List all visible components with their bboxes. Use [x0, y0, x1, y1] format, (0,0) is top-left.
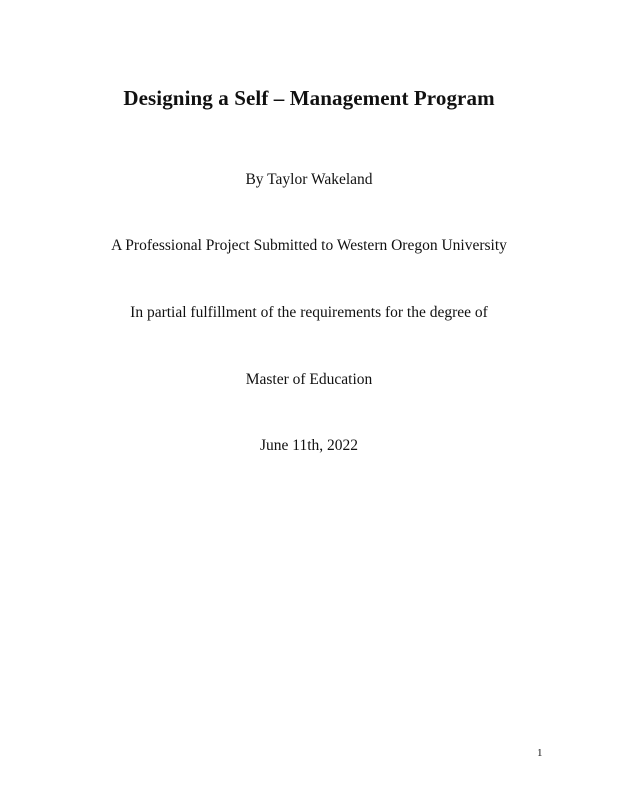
submission-statement: A Professional Project Submitted to Western Oregon University: [111, 237, 507, 254]
submission-date: June 11th, 2022: [259, 437, 359, 454]
degree-name: Master of Education: [245, 371, 373, 388]
document-title: Designing a Self – Management Program: [123, 86, 495, 110]
fulfillment-statement: In partial fulfillment of the requirements for the degree of: [130, 304, 488, 321]
page-number: 1: [537, 747, 543, 759]
author-line: By Taylor Wakeland: [245, 171, 373, 188]
